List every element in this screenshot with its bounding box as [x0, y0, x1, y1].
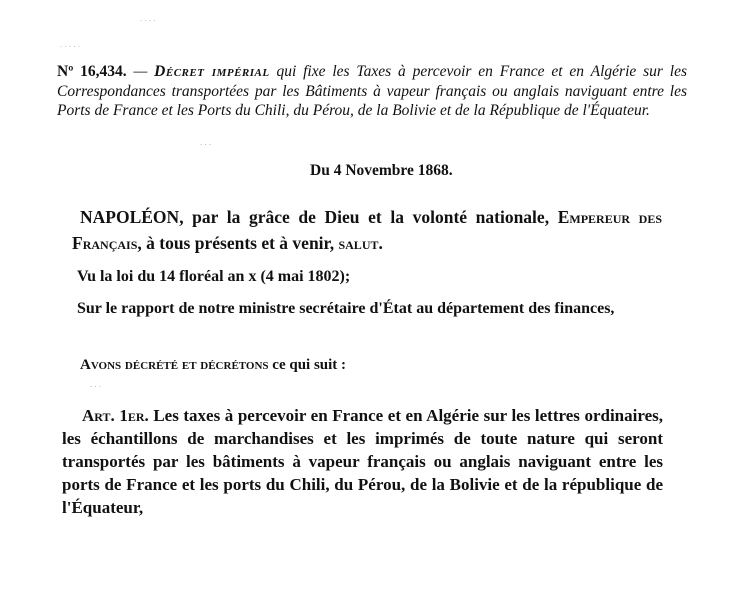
decree-label: Décret impérial — [154, 63, 270, 80]
preamble-text-before: , par la grâce de Dieu et la volonté nationale, — [179, 207, 558, 227]
emperor-title: Empereur des Français — [72, 207, 663, 253]
preamble-paragraph — [72, 204, 662, 256]
article-1 — [62, 404, 663, 519]
emperor-name: NAPOLÉON — [80, 207, 180, 227]
enactment-rest: ce qui suit : — [268, 357, 347, 373]
decree-date: Du 4 Novembre 1868. — [310, 162, 453, 179]
preamble-text-after: , à tous présents et à venir, — [137, 233, 339, 253]
scan-speck: · · · — [200, 141, 212, 149]
decree-dash: — — [126, 63, 148, 80]
salut-word: salut — [338, 233, 379, 253]
consideration-report: Sur le rapport de notre ministre secrétaire d'État au département des finances, — [77, 300, 615, 317]
decree-heading — [57, 62, 687, 121]
enactment-line — [80, 357, 346, 374]
scan-speck: · · · — [90, 383, 102, 391]
decree-title-text: qui fixe les Taxes à percevoir en France et en Algérie sur les Correspondances transportées par les Bâtiments à vapeur français ou anglais naviguant entre les Ports de France et les Ports du Chili, du Pérou, de la Bolivie et de la République de l'Équateur. — [57, 63, 687, 119]
scan-speck: · · · · — [140, 17, 156, 25]
preamble-end: . — [378, 233, 383, 253]
article-label: Art. 1er. — [82, 406, 149, 425]
enactment-avons: Avons décrété et décrétons — [80, 357, 269, 373]
decree-number: Nº 16,434. — [57, 63, 127, 80]
consideration-law: Vu la loi du 14 floréal an x (4 mai 1802); — [77, 268, 351, 285]
scan-speck: · · · · · — [60, 43, 81, 51]
article-text: Les taxes à percevoir en France et en Algérie sur les lettres ordinaires, les échantillons de marchandises et les imprimés de toute nature qui seront transportés par les bâtiments à vapeur français ou anglais naviguant entre les ports de France et les ports du Chili, du Pérou, de la Bolivie et de la république de l'Équateur, — [62, 406, 663, 517]
